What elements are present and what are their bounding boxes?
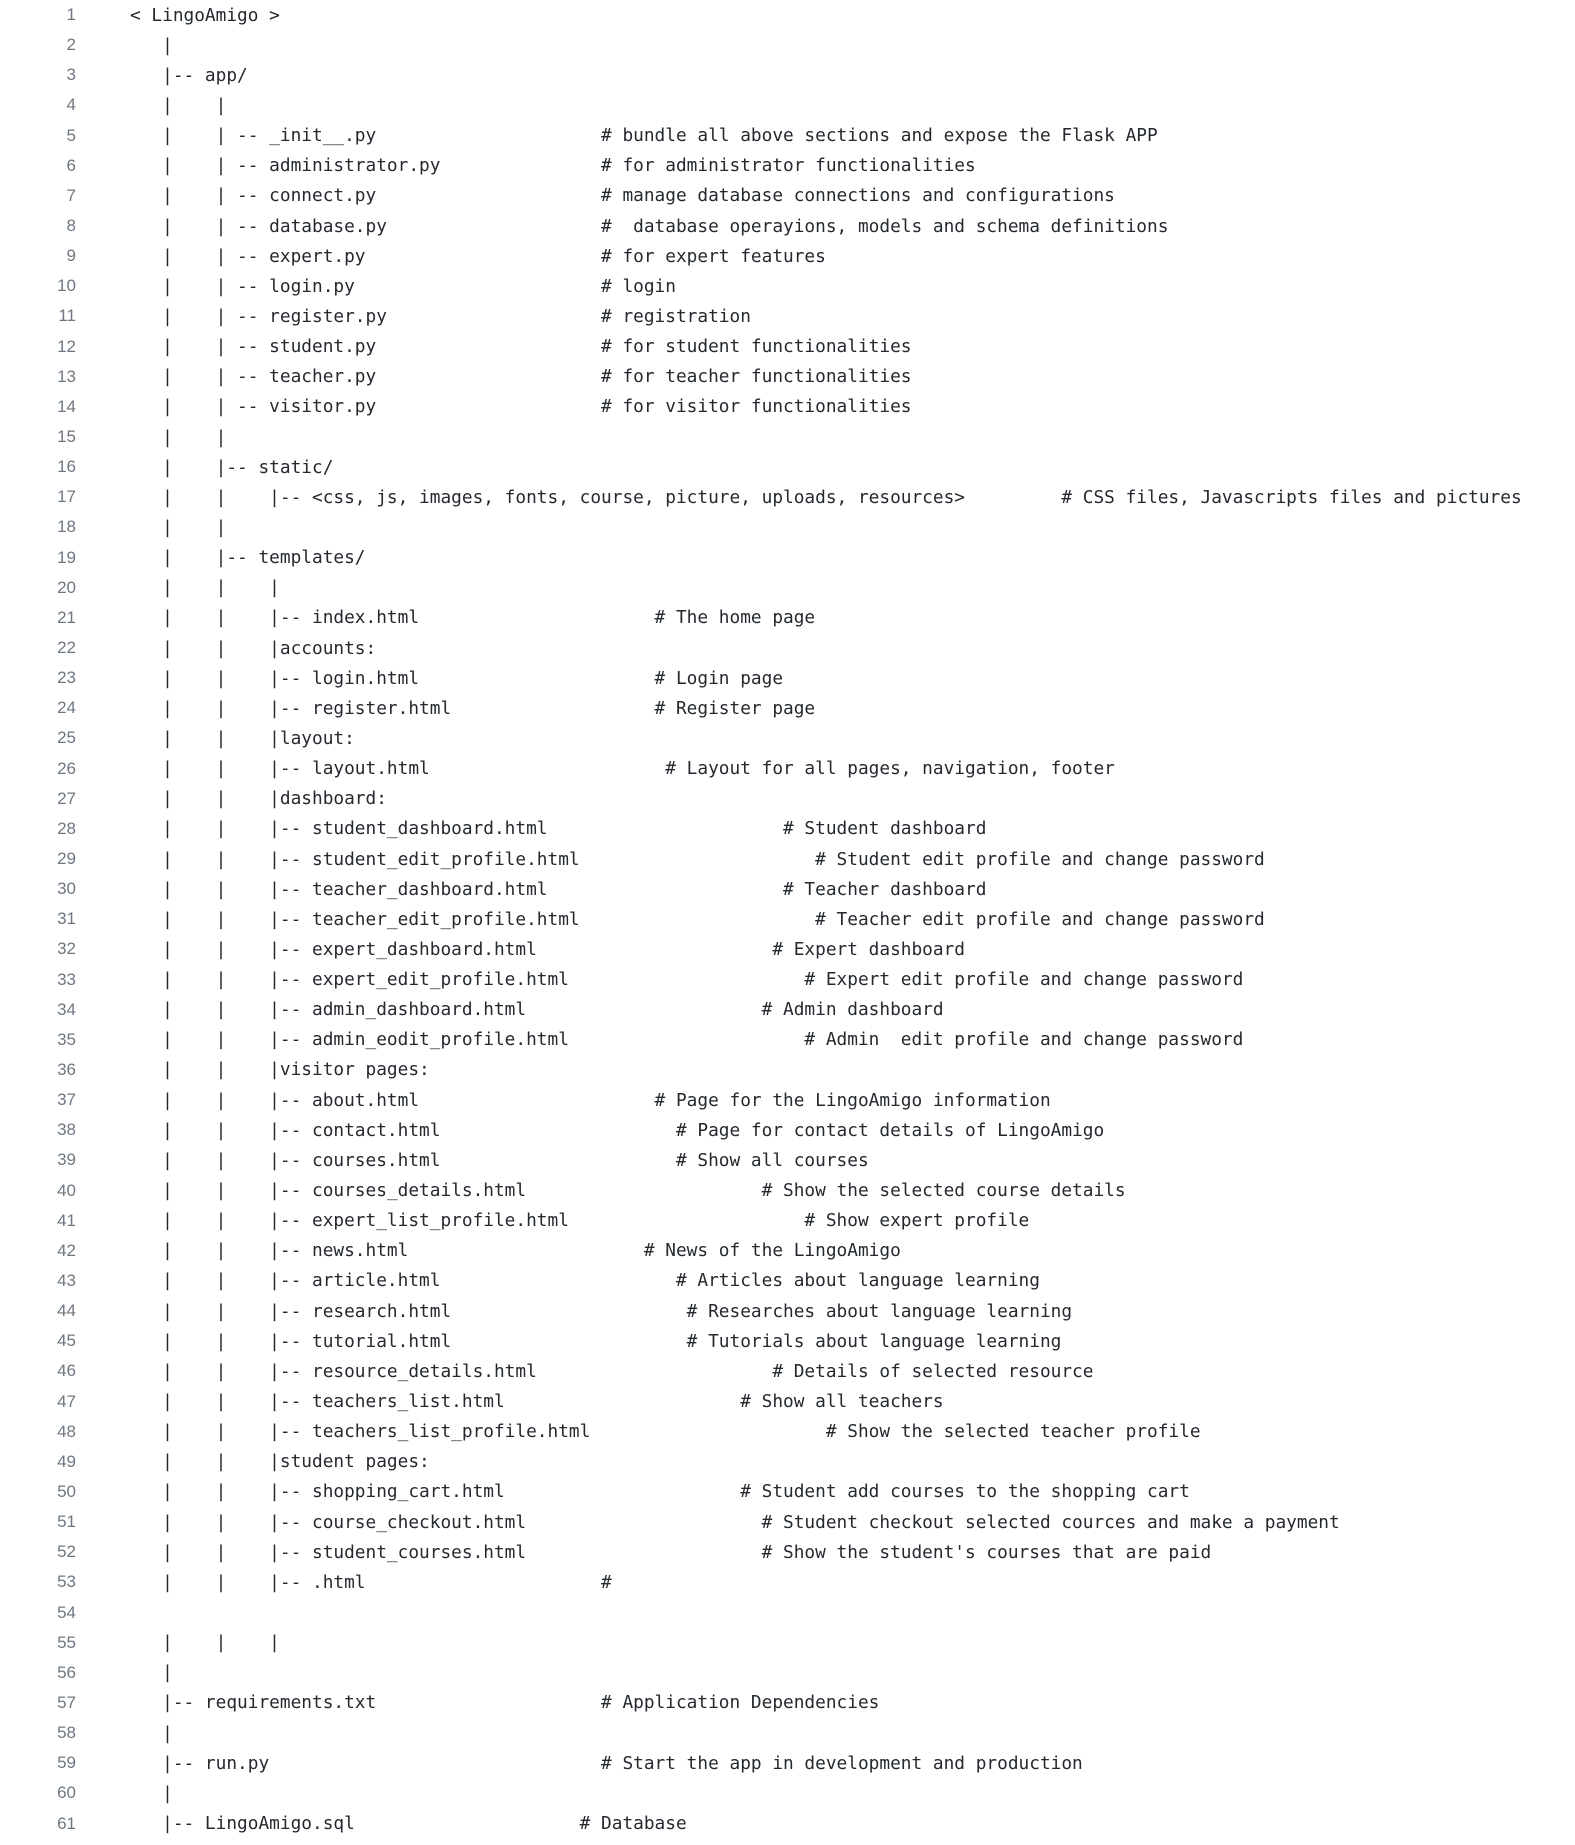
code-line xyxy=(0,121,1575,151)
line-number: 47 xyxy=(57,1391,76,1411)
line-text: | | |-- teacher_edit_profile.html # Teacher edit profile and change password xyxy=(130,908,1265,930)
code-line xyxy=(0,663,1575,693)
code-line xyxy=(0,60,1575,90)
line-text: |-- run.py # Start the app in development and production xyxy=(130,1752,1083,1774)
line-text: | | xyxy=(130,426,227,448)
code-line xyxy=(0,1236,1575,1266)
code-line xyxy=(0,1326,1575,1356)
code-line xyxy=(0,1025,1575,1055)
line-number: 12 xyxy=(57,336,76,356)
line-number: 3 xyxy=(66,65,76,85)
line-text: | | |student pages: xyxy=(130,1451,430,1473)
line-number: 43 xyxy=(57,1270,76,1290)
code-line xyxy=(0,1145,1575,1175)
line-number: 52 xyxy=(57,1542,76,1562)
line-number: 17 xyxy=(57,487,76,507)
line-number: 45 xyxy=(57,1331,76,1351)
code-line xyxy=(0,1507,1575,1537)
line-text: | | -- connect.py # manage database connections and configurations xyxy=(130,185,1115,207)
code-line xyxy=(0,603,1575,633)
line-text: | | |visitor pages: xyxy=(130,1059,430,1081)
line-number: 14 xyxy=(57,396,76,416)
code-line xyxy=(0,1477,1575,1507)
line-number: 11 xyxy=(58,306,76,326)
line-number: 10 xyxy=(57,276,76,296)
line-text: | | |-- course_checkout.html # Student checkout selected cources and make a payment xyxy=(130,1511,1340,1533)
line-number: 33 xyxy=(57,969,76,989)
line-text: | | |-- courses_details.html # Show the selected course details xyxy=(130,1180,1126,1202)
line-text: | | |dashboard: xyxy=(130,788,387,810)
code-line xyxy=(0,723,1575,753)
code-line xyxy=(0,573,1575,603)
line-text: |-- LingoAmigo.sql # Database xyxy=(130,1813,687,1834)
line-number: 29 xyxy=(57,849,76,868)
code-line xyxy=(0,1748,1575,1778)
line-number: 1 xyxy=(66,5,76,25)
code-line xyxy=(0,874,1575,904)
line-number: 22 xyxy=(57,638,76,658)
code-line xyxy=(0,392,1575,422)
line-number: 37 xyxy=(57,1090,76,1110)
code-line xyxy=(0,1778,1575,1808)
code-line xyxy=(0,362,1575,392)
line-text: | | -- teacher.py # for teacher functionalities xyxy=(130,366,912,388)
line-number: 39 xyxy=(57,1150,76,1170)
line-text: | | |-- contact.html # Page for contact details of LingoAmigo xyxy=(130,1119,1105,1141)
line-text: | | | xyxy=(130,1632,280,1654)
line-text: | | |-- index.html # The home page xyxy=(130,607,816,629)
line-text: | | |-- layout.html # Layout for all pages, navigation, footer xyxy=(130,758,1115,780)
code-line xyxy=(0,1597,1575,1627)
line-number: 7 xyxy=(66,185,76,205)
code-line xyxy=(0,151,1575,181)
code-line xyxy=(0,754,1575,784)
line-number: 50 xyxy=(57,1481,76,1501)
line-text: | |-- static/ xyxy=(130,456,334,478)
line-number: 15 xyxy=(57,427,76,447)
line-number: 6 xyxy=(66,155,76,175)
line-text: | | |layout: xyxy=(130,727,355,749)
code-line xyxy=(0,452,1575,482)
line-number: 57 xyxy=(57,1692,76,1712)
code-line xyxy=(0,30,1575,60)
line-text: | | |-- student_edit_profile.html # Student edit profile and change password xyxy=(130,848,1265,870)
line-text: | | -- login.py # login xyxy=(130,275,676,297)
code-line xyxy=(0,904,1575,934)
line-text: | xyxy=(130,1722,173,1744)
line-text: | | -- database.py # database operayions, models and schema definitions xyxy=(130,215,1169,237)
code-line xyxy=(0,1537,1575,1567)
line-number: 16 xyxy=(57,457,76,477)
line-text: | | |-- <css, js, images, fonts, course, picture, uploads, resources> # CSS files, Javascripts files and pictures xyxy=(130,486,1522,508)
line-text: | | |-- expert_dashboard.html # Expert dashboard xyxy=(130,938,966,960)
line-text: | | |-- resource_details.html # Details of selected resource xyxy=(130,1360,1094,1382)
line-text: | | -- administrator.py # for administrator functionalities xyxy=(130,155,976,177)
code-line xyxy=(0,543,1575,573)
line-text: | | |-- news.html # News of the LingoAmigo xyxy=(130,1240,901,1262)
line-number: 31 xyxy=(57,909,76,929)
line-number: 35 xyxy=(57,1029,76,1049)
line-number: 30 xyxy=(57,879,76,899)
code-line xyxy=(0,241,1575,271)
line-number: 58 xyxy=(57,1723,76,1743)
code-line xyxy=(0,1718,1575,1748)
line-number: 61 xyxy=(57,1813,76,1833)
line-text: | | |-- student_dashboard.html # Student dashboard xyxy=(130,818,987,840)
line-text: | | -- visitor.py # for visitor functionalities xyxy=(130,396,912,418)
line-text: | | |-- register.html # Register page xyxy=(130,697,816,719)
code-line xyxy=(0,633,1575,663)
line-number: 26 xyxy=(57,758,76,778)
line-text: | | -- register.py # registration xyxy=(130,305,751,327)
line-text: | | |-- admin_eodit_profile.html # Admin edit profile and change password xyxy=(130,1029,1244,1051)
line-number: 49 xyxy=(57,1451,76,1471)
code-line xyxy=(0,1688,1575,1718)
code-line xyxy=(0,814,1575,844)
code-line xyxy=(0,844,1575,874)
line-text: | | |-- tutorial.html # Tutorials about language learning xyxy=(130,1330,1062,1352)
line-number: 8 xyxy=(66,216,76,236)
code-line xyxy=(0,1417,1575,1447)
line-text: | | -- student.py # for student functionalities xyxy=(130,336,912,358)
line-number: 44 xyxy=(57,1301,76,1321)
line-text: | | |-- teachers_list_profile.html # Show the selected teacher profile xyxy=(130,1421,1201,1443)
code-line xyxy=(0,1628,1575,1658)
code-line xyxy=(0,181,1575,211)
line-number: 59 xyxy=(57,1753,76,1773)
code-line xyxy=(0,995,1575,1025)
line-text: | | -- expert.py # for expert features xyxy=(130,245,826,267)
line-text: | | xyxy=(130,516,227,538)
line-text: | | |-- student_courses.html # Show the student's courses that are paid xyxy=(130,1541,1212,1563)
line-text: | | |-- expert_list_profile.html # Show expert profile xyxy=(130,1210,1030,1232)
line-number: 2 xyxy=(66,35,76,55)
code-line xyxy=(0,301,1575,331)
code-line xyxy=(0,422,1575,452)
line-text: | | |-- teacher_dashboard.html # Teacher dashboard xyxy=(130,878,987,900)
code-line xyxy=(0,1296,1575,1326)
line-number: 19 xyxy=(57,547,76,567)
line-number: 42 xyxy=(57,1240,76,1260)
line-text: | | |-- .html # xyxy=(130,1571,612,1593)
line-number: 9 xyxy=(66,246,76,266)
code-line xyxy=(0,1206,1575,1236)
code-line xyxy=(0,482,1575,512)
line-number: 24 xyxy=(57,698,76,718)
code-line xyxy=(0,1356,1575,1386)
code-line xyxy=(0,211,1575,241)
line-text: | | |-- shopping_cart.html # Student add courses to the shopping cart xyxy=(130,1481,1190,1503)
line-text: | | |-- teachers_list.html # Show all teachers xyxy=(130,1391,944,1413)
line-number: 20 xyxy=(57,577,76,597)
code-line xyxy=(0,784,1575,814)
line-number: 28 xyxy=(57,818,76,838)
line-number: 48 xyxy=(57,1421,76,1441)
code-line xyxy=(0,1115,1575,1145)
line-number: 36 xyxy=(57,1059,76,1079)
line-text: | |-- templates/ xyxy=(130,547,366,569)
line-text: |-- requirements.txt # Application Dependencies xyxy=(130,1692,880,1714)
line-text: | | |-- article.html # Articles about language learning xyxy=(130,1270,1040,1292)
code-line xyxy=(0,1175,1575,1205)
line-number: 13 xyxy=(57,366,76,386)
line-text: < LingoAmigo > xyxy=(130,4,280,26)
line-number: 55 xyxy=(57,1632,76,1652)
code-line xyxy=(0,965,1575,995)
code-line xyxy=(0,934,1575,964)
line-text: | | |-- courses.html # Show all courses xyxy=(130,1149,869,1171)
line-number: 41 xyxy=(57,1210,76,1230)
line-text: | | xyxy=(130,94,227,116)
code-line xyxy=(0,0,1575,30)
line-number: 46 xyxy=(57,1361,76,1381)
line-number: 18 xyxy=(57,517,76,537)
line-text: | | |-- expert_edit_profile.html # Expert edit profile and change password xyxy=(130,969,1244,991)
line-number: 38 xyxy=(57,1120,76,1140)
line-number: 60 xyxy=(57,1783,76,1803)
code-line xyxy=(0,1386,1575,1416)
code-line xyxy=(0,1808,1575,1838)
line-text: | | -- _init__.py # bundle all above sections and expose the Flask APP xyxy=(130,125,1158,147)
line-text: | | |-- research.html # Researches about language learning xyxy=(130,1300,1073,1322)
code-line xyxy=(0,1055,1575,1085)
line-text: | | |accounts: xyxy=(130,637,377,659)
line-number: 5 xyxy=(66,125,76,145)
line-text: | | |-- about.html # Page for the LingoAmigo information xyxy=(130,1089,1051,1111)
line-text: | | |-- login.html # Login page xyxy=(130,667,784,689)
line-text: |-- app/ xyxy=(130,64,248,86)
line-text: | xyxy=(130,1662,173,1684)
line-number: 54 xyxy=(57,1602,76,1622)
line-number: 51 xyxy=(57,1512,76,1532)
code-line xyxy=(0,1567,1575,1597)
code-line xyxy=(0,693,1575,723)
line-number: 23 xyxy=(57,668,76,688)
line-number: 40 xyxy=(57,1180,76,1200)
line-text: | | | xyxy=(130,577,280,599)
line-text: | | |-- admin_dashboard.html # Admin dashboard xyxy=(130,999,944,1021)
line-number: 34 xyxy=(57,999,76,1019)
code-line xyxy=(0,1447,1575,1477)
line-number: 53 xyxy=(57,1572,76,1592)
line-number: 21 xyxy=(57,607,76,627)
code-line xyxy=(0,90,1575,120)
line-text: | xyxy=(130,34,173,56)
line-text: | xyxy=(130,1782,173,1804)
line-number: 27 xyxy=(57,788,76,808)
code-line xyxy=(0,271,1575,301)
code-line xyxy=(0,1085,1575,1115)
line-number: 25 xyxy=(57,728,76,748)
code-line xyxy=(0,332,1575,362)
code-line xyxy=(0,1266,1575,1296)
line-number: 4 xyxy=(66,95,76,115)
line-number: 56 xyxy=(57,1662,76,1682)
code-line xyxy=(0,512,1575,542)
line-number: 32 xyxy=(57,939,76,959)
code-line xyxy=(0,1658,1575,1688)
